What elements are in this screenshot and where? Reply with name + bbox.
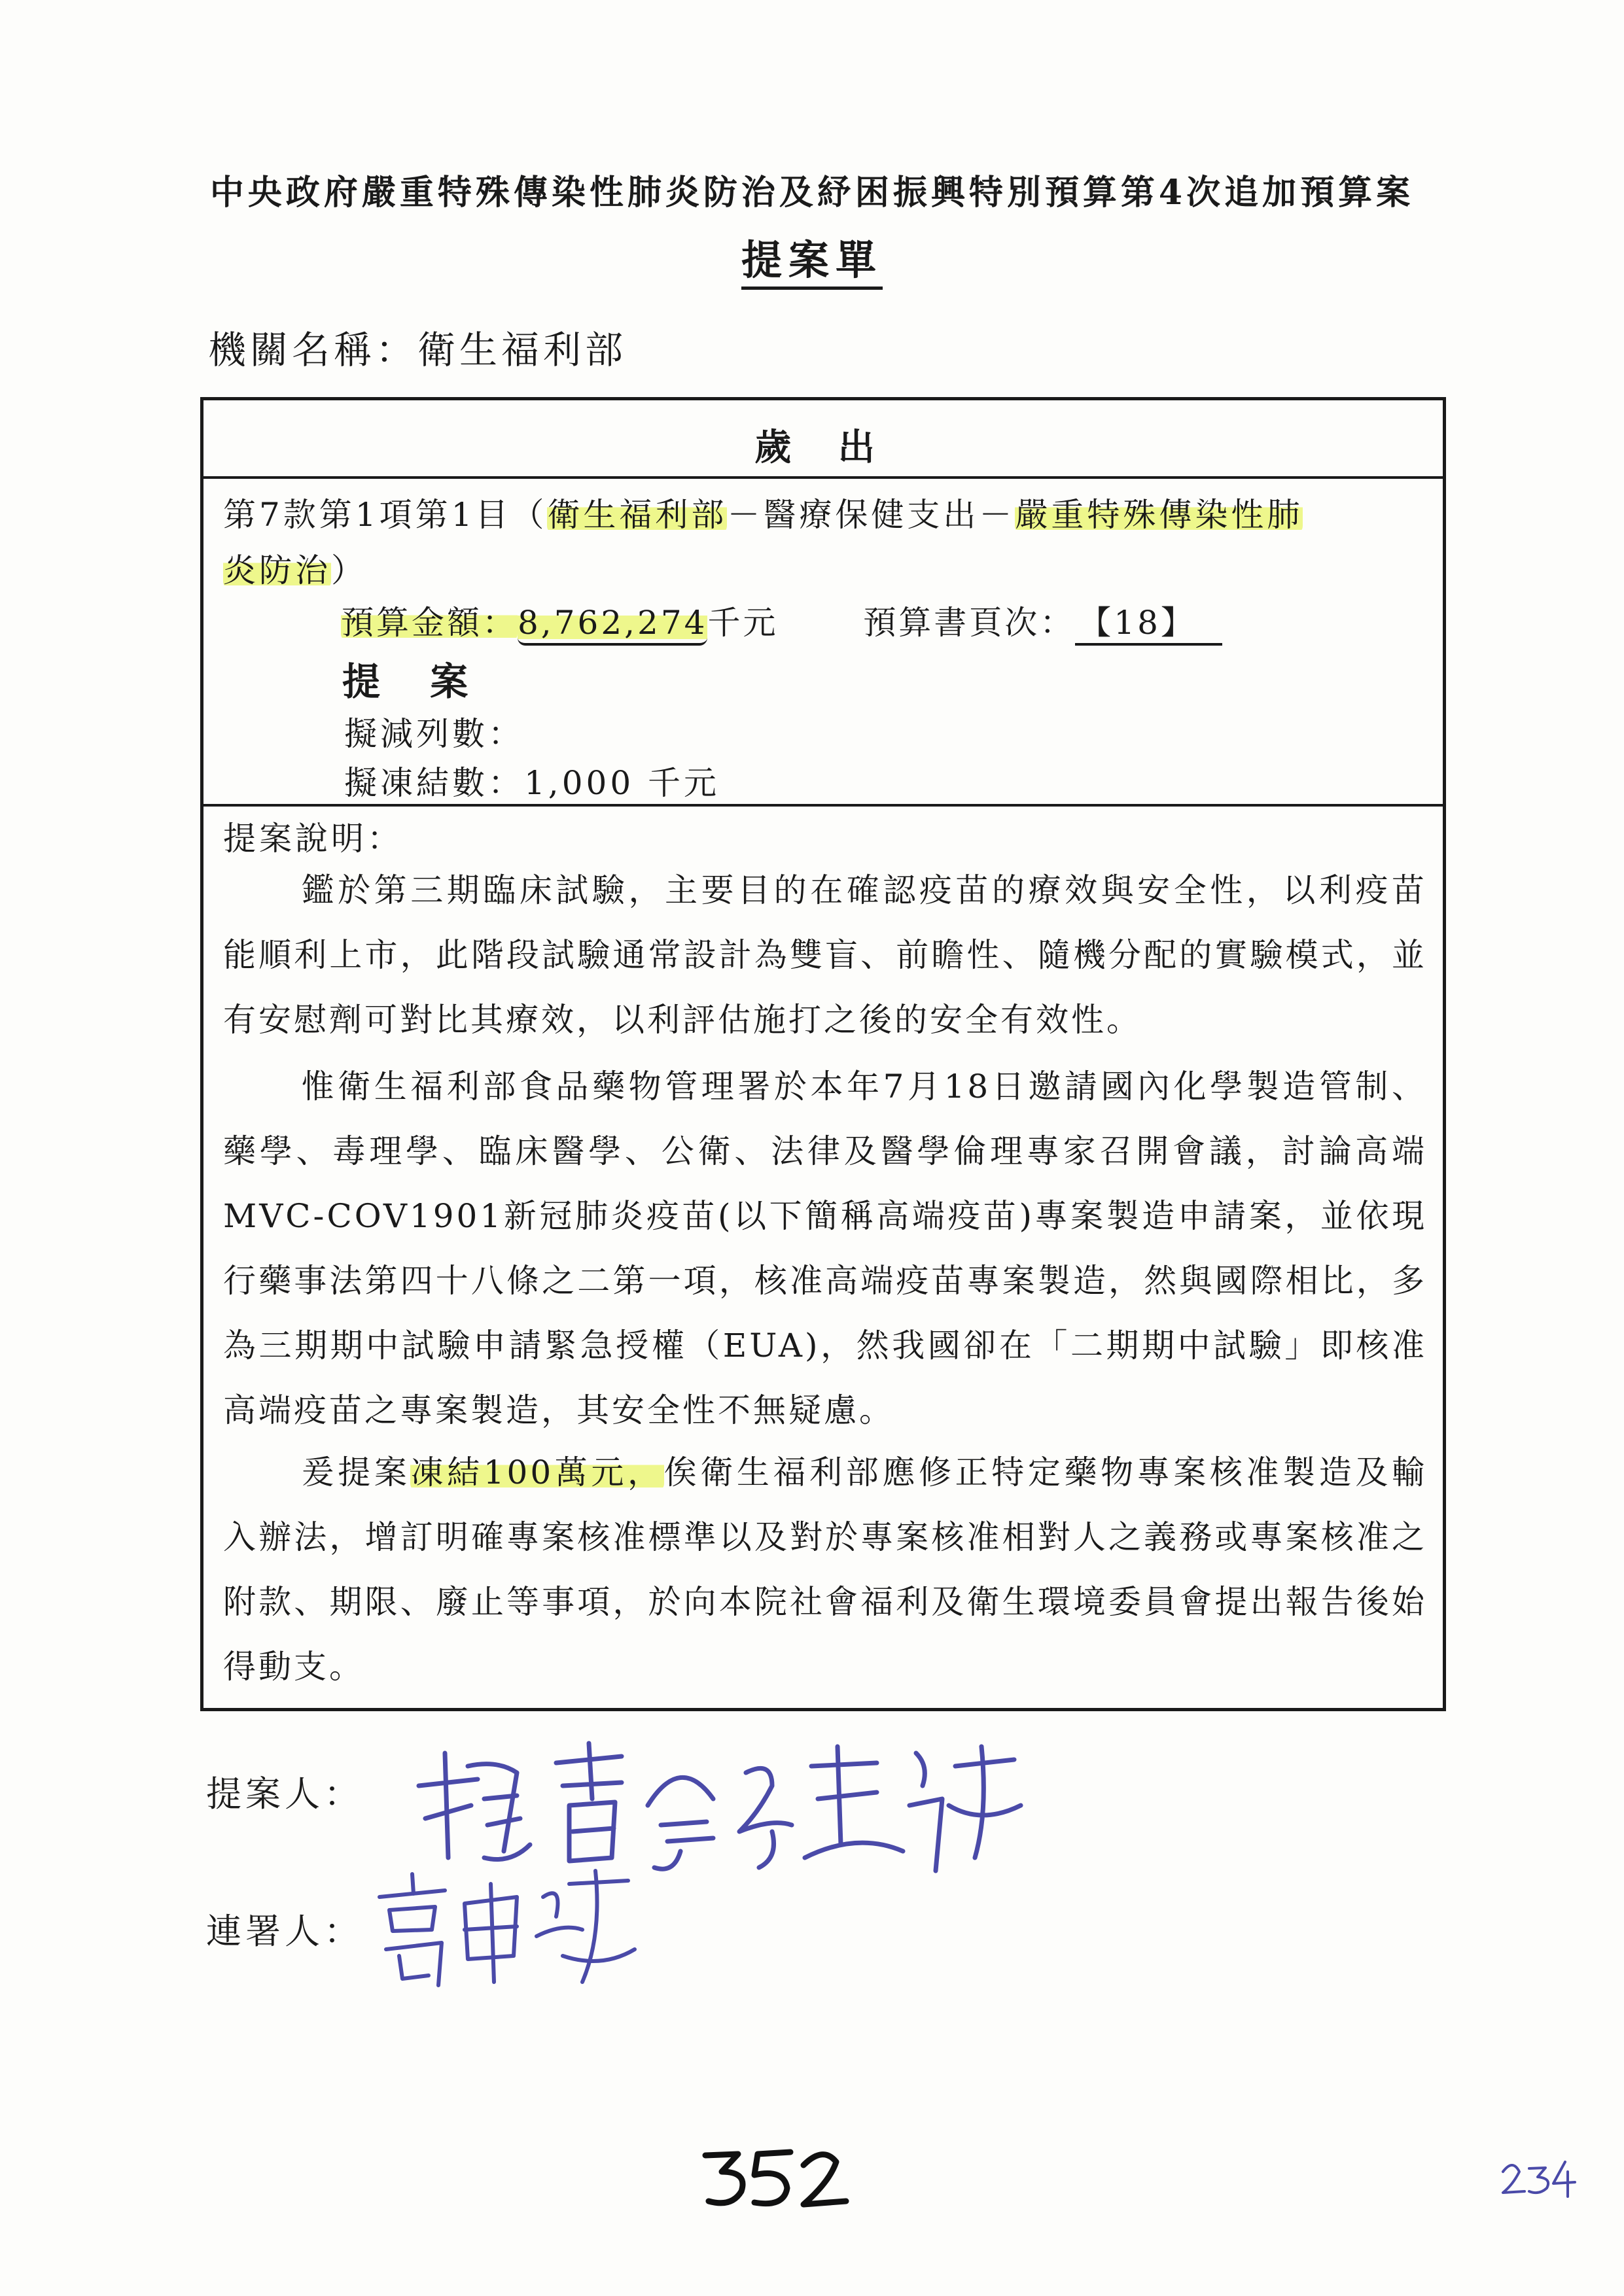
agency-label: 機關名稱： xyxy=(208,328,418,372)
explanation-paragraph-2: 惟衛生福利部食品藥物管理署於本年7月18日邀請國內化學製造管制、藥學、毒理學、臨床醫學、公衛、法律及醫學倫理專家召開會議，討論高端MVC-COV1901新冠肺炎疫苗(以下簡稱高端疫苗)專案製造申請案，並依現行藥事法第四十八條之二第一項，核准高端疫苗專案製造，然與國際相比，多為三期期中試驗申請緊急授權（EUA)，然我國卻在「二期期中試驗」即核准高端疫苗之專案製造，其安全性不無疑慮。 xyxy=(223,1068,1427,1429)
reduce-label: 擬減列數： xyxy=(344,715,524,753)
handwritten-page-number xyxy=(699,2142,849,2214)
document-subtitle: 提案單 xyxy=(0,228,1624,286)
proposer-signature xyxy=(406,1727,1034,1877)
budget-item-line-1: 第7款第1項第1目（衛生福利部－醫療保健支出－嚴重特殊傳染性肺 xyxy=(223,496,1303,534)
agency-name: 衛生福利部 xyxy=(417,328,627,372)
agency-line xyxy=(208,319,627,374)
budget-amount: 8,762,274 xyxy=(518,604,707,646)
budget-amount-line xyxy=(341,597,1222,644)
budget-item-line-2: 炎防治） xyxy=(223,551,367,589)
divider-explanation xyxy=(203,804,1443,807)
handwritten-corner-number xyxy=(1500,2159,1578,2198)
explanation-label: 提案說明： xyxy=(223,820,403,858)
budget-unit: 千元 xyxy=(707,604,779,642)
page-value: 【18】 xyxy=(1075,604,1222,646)
freeze-value: 1,000 千元 xyxy=(524,764,720,802)
proposal-heading: 提 案 xyxy=(342,659,487,704)
highlight-item: 嚴重特殊傳染性肺 xyxy=(1015,496,1303,534)
freeze-label: 擬凍結數： xyxy=(344,764,524,802)
cosigner-label: 連署人： xyxy=(206,1911,363,1952)
highlight-freeze: 凍結100萬元， xyxy=(410,1453,664,1491)
cosigner-signature xyxy=(366,1858,641,1995)
document-title: 中央政府嚴重特殊傳染性肺炎防治及紓困振興特別預算第4次追加預算案 xyxy=(209,173,1415,213)
proposer-label: 提案人： xyxy=(206,1773,363,1815)
section-header: 歲 出 xyxy=(754,426,892,469)
proposal-form xyxy=(200,397,1446,1711)
highlight-item-cont: 炎防治 xyxy=(223,551,331,589)
reduce-line xyxy=(344,708,524,755)
page-label: 預算書頁次： xyxy=(863,604,1076,642)
explanation-paragraph-3: 爰提案凍結100萬元，俟衛生福利部應修正特定藥物專案核准製造及輸入辦法，增訂明確專案核准標準以及對於專案核准相對人之義務或專案核准之附款、期限、廢止等事項，於向本院社會福利及衛生環境委員會提出報告後始得動支。 xyxy=(223,1453,1428,1686)
explanation-paragraph-1: 鑑於第三期臨床試驗，主要目的在確認疫苗的療效與安全性，以利疫苗能順利上市，此階段試驗通常設計為雙盲、前瞻性、隨機分配的實驗模式，並有安慰劑可對比其療效，以利評估施打之後的安全有效性。 xyxy=(223,871,1427,1039)
budget-label: 預算金額： xyxy=(341,604,518,642)
freeze-line xyxy=(344,757,720,804)
divider-header xyxy=(203,476,1443,479)
highlight-agency: 衛生福利部 xyxy=(547,496,728,534)
